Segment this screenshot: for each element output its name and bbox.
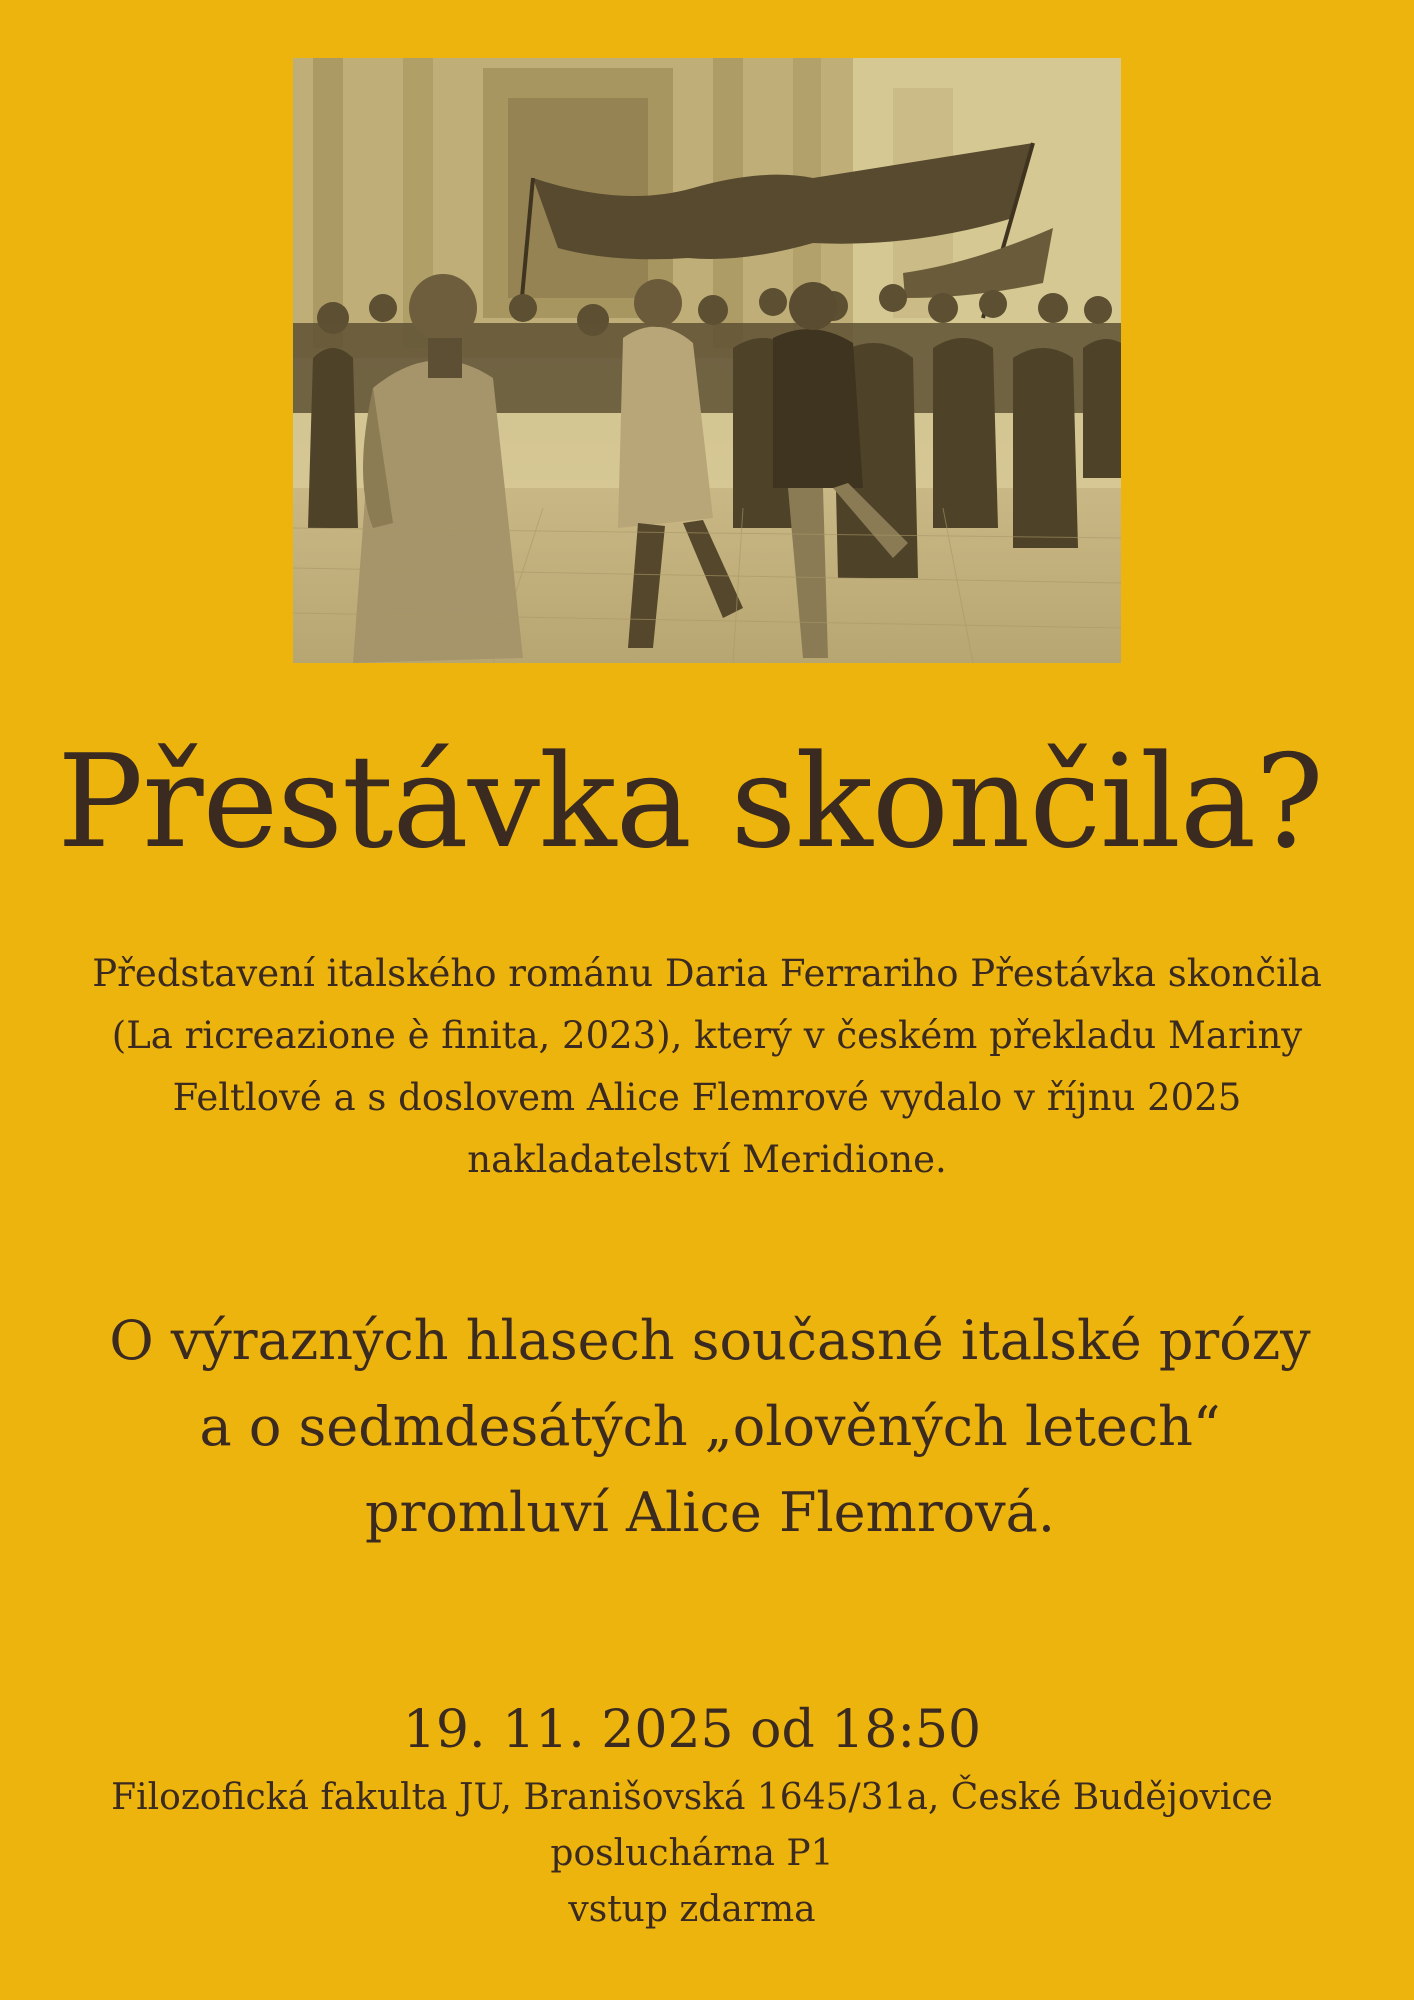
event-description xyxy=(30,943,1384,1191)
venue-address: Filozofická fakulta JU, Branišovská 1645/31a, České Budějovice xyxy=(111,1777,1273,1818)
speaker-announcement xyxy=(40,1298,1380,1556)
description-line: nakladatelství Meridione. xyxy=(467,1138,947,1181)
speaker-line: a o sedmdesátých „olověných letech“ xyxy=(199,1395,1221,1458)
admission-note: vstup zdarma xyxy=(568,1889,816,1930)
speaker-line: promluví Alice Flemrová. xyxy=(364,1481,1056,1544)
description-line: (La ricreazione è finita, 2023), který v českém překladu Mariny xyxy=(111,1014,1303,1057)
venue-info xyxy=(0,1770,1384,1938)
protest-march-image xyxy=(293,58,1121,663)
venue-room: posluchárna P1 xyxy=(550,1833,834,1874)
speaker-line: O výrazných hlasech současné italské prózy xyxy=(109,1309,1311,1372)
description-line: Feltlové a s doslovem Alice Flemrové vydalo v říjnu 2025 xyxy=(172,1076,1242,1119)
protest-photo xyxy=(293,58,1121,663)
event-title: Přestávka skončila? xyxy=(57,728,1323,877)
description-line: Představení italského románu Daria Ferrariho Přestávka skončila xyxy=(92,952,1322,995)
event-datetime: 19. 11. 2025 od 18:50 xyxy=(402,1700,982,1760)
